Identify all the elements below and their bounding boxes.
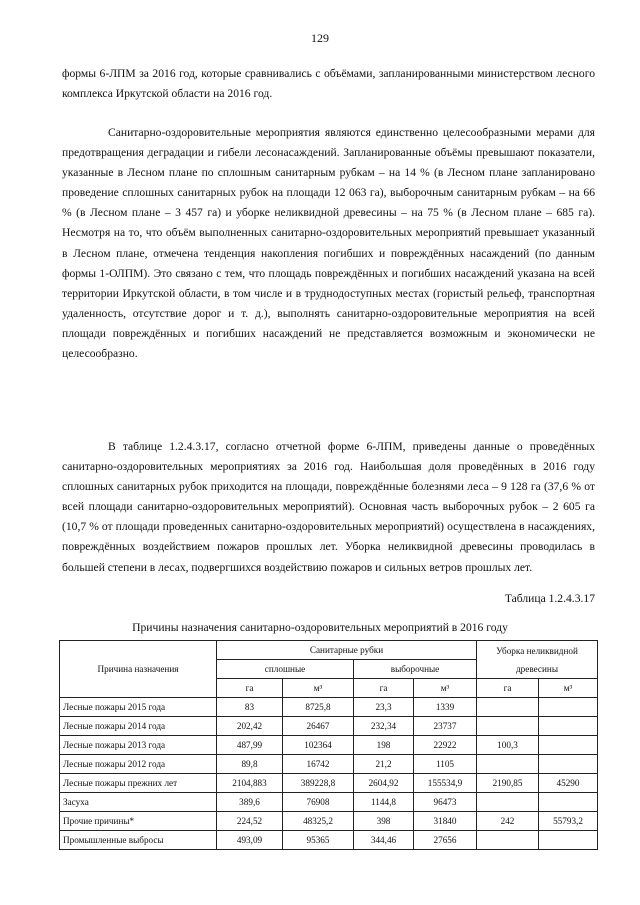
measures-table — [59, 640, 598, 850]
value-cell — [539, 736, 598, 755]
value-cell: 100,3 — [477, 736, 539, 755]
value-cell — [477, 717, 539, 736]
unit-ha: га — [477, 679, 539, 698]
value-cell — [477, 831, 539, 850]
value-cell: 21,2 — [354, 755, 414, 774]
value-cell: 31840 — [414, 812, 477, 831]
row-cause-cell: Лесные пожары 2015 года — [60, 698, 217, 717]
value-cell: 389228,8 — [283, 774, 354, 793]
value-cell: 202,42 — [217, 717, 283, 736]
header-sanitary-cuttings: Санитарные рубки — [217, 641, 477, 660]
unit-m3: м³ — [283, 679, 354, 698]
value-cell: 2190,85 — [477, 774, 539, 793]
table-reference: Таблица 1.2.4.3.17 — [504, 592, 595, 605]
value-cell — [539, 793, 598, 812]
table-row — [60, 755, 598, 774]
table-body — [60, 698, 598, 850]
table-row — [60, 774, 598, 793]
paragraph-1: формы 6-ЛПМ за 2016 год, которые сравнивались с объёмами, запланированными министерством лесного комплекса Иркутской области на 2016 год. — [62, 67, 595, 101]
row-cause-cell: Прочие причины* — [60, 812, 217, 831]
row-cause-cell: Лесные пожары 2013 года — [60, 736, 217, 755]
row-cause-cell: Промышленные выбросы — [60, 831, 217, 850]
value-cell: 55793,2 — [539, 812, 598, 831]
value-cell — [539, 698, 598, 717]
value-cell: 155534,9 — [414, 774, 477, 793]
value-cell: 83 — [217, 698, 283, 717]
value-cell: 398 — [354, 812, 414, 831]
value-cell: 1144,8 — [354, 793, 414, 812]
value-cell: 242 — [477, 812, 539, 831]
row-cause-cell: Засуха — [60, 793, 217, 812]
paragraph-3: В таблице 1.2.4.3.17, согласно отчетной форме 6-ЛПМ, приведены данные о проведённых санитарно-оздоровительных мероприятиях за 2016 год. Наибольшая доля проведённых в 2016 году сплошных санитарных рубок приходится на площади, повреждённые болезнями леса – 9 128 га (37,6 % от всей площади санитарно-оздоровительных мероприятий). Основная часть выборочных рубок – 2 605 га (10,7 % от площади проведенных санитарно-оздоровительных мероприятий) осуществлена в насаждениях, повреждённых воздействием пожаров прошлых лет. Уборка неликвидной древесины проводилась в большей степени в лесах, подвергшихся воздействию пожаров и сильных ветров прошлых лет. — [62, 440, 595, 574]
row-cause-cell: Лесные пожары 2012 года — [60, 755, 217, 774]
value-cell: 8725,8 — [283, 698, 354, 717]
header-solid: сплошные — [217, 660, 354, 679]
value-cell: 493,09 — [217, 831, 283, 850]
value-cell: 45290 — [539, 774, 598, 793]
value-cell: 232,34 — [354, 717, 414, 736]
value-cell — [539, 755, 598, 774]
value-cell: 198 — [354, 736, 414, 755]
page-number: 129 — [311, 31, 329, 45]
value-cell: 23737 — [414, 717, 477, 736]
value-cell: 22922 — [414, 736, 477, 755]
table-row — [60, 793, 598, 812]
value-cell: 102364 — [283, 736, 354, 755]
table-row — [60, 698, 598, 717]
value-cell: 23,3 — [354, 698, 414, 717]
unit-ha: га — [217, 679, 283, 698]
row-cause-cell: Лесные пожары 2014 года — [60, 717, 217, 736]
paragraph-2: Санитарно-оздоровительные мероприятия являются единственно целесообразными мерами для предотвращения деградации и гибели лесонасаждений. Запланированные объёмы превышают показатели, указанные в Лесном плане по сплошным санитарным рубкам – на 14 % (в Лесном плане запланировано проведение сплошных санитарных рубок на площади 12 063 га), выборочным санитарным рубкам – на 66 % (в Лесном плане – 3 457 га) и уборке неликвидной древесины – на 75 % (в Лесном плане – 685 га). Несмотря на то, что объём выполненных санитарно-оздоровительных мероприятий превышает указанный в Лесном плане, отмечена тенденция накопления погибших и повреждённых насаждений (по данным формы 1-ОЛПМ). Это связано с тем, что площадь повреждённых и погибших насаждений указана на всей территории Иркутской области, в том числе и в труднодоступных местах (гористый рельеф, транспортная удаленность, отсутствие дорог и т. д.), выполнять санитарно-оздоровительные мероприятия на всей площади повреждённых и погибших насаждений не представляется возможным и экономически не целесообразно. — [62, 126, 595, 361]
value-cell: 76908 — [283, 793, 354, 812]
value-cell: 16742 — [283, 755, 354, 774]
table-row — [60, 736, 598, 755]
value-cell: 89,8 — [217, 755, 283, 774]
header-selective: выборочные — [354, 660, 477, 679]
value-cell — [477, 755, 539, 774]
value-cell: 96473 — [414, 793, 477, 812]
unit-m3: м³ — [414, 679, 477, 698]
value-cell: 344,46 — [354, 831, 414, 850]
value-cell: 27656 — [414, 831, 477, 850]
value-cell: 1339 — [414, 698, 477, 717]
value-cell: 2104,883 — [217, 774, 283, 793]
unit-m3: м³ — [539, 679, 598, 698]
value-cell — [477, 698, 539, 717]
value-cell: 48325,2 — [283, 812, 354, 831]
value-cell: 389,6 — [217, 793, 283, 812]
unit-ha: га — [354, 679, 414, 698]
header-cleanup: Уборка неликвидной древесины — [477, 641, 598, 679]
table-row — [60, 812, 598, 831]
value-cell: 487,99 — [217, 736, 283, 755]
value-cell — [539, 831, 598, 850]
value-cell: 224,52 — [217, 812, 283, 831]
table-row — [60, 717, 598, 736]
value-cell — [477, 793, 539, 812]
table-title: Причины назначения санитарно-оздоровительных мероприятий в 2016 году — [132, 621, 508, 634]
row-cause-cell: Лесные пожары прежних лет — [60, 774, 217, 793]
table-row — [60, 831, 598, 850]
value-cell — [539, 717, 598, 736]
value-cell: 26467 — [283, 717, 354, 736]
value-cell: 2604,92 — [354, 774, 414, 793]
header-cause: Причина назначения — [60, 641, 217, 698]
value-cell: 1105 — [414, 755, 477, 774]
value-cell: 95365 — [283, 831, 354, 850]
